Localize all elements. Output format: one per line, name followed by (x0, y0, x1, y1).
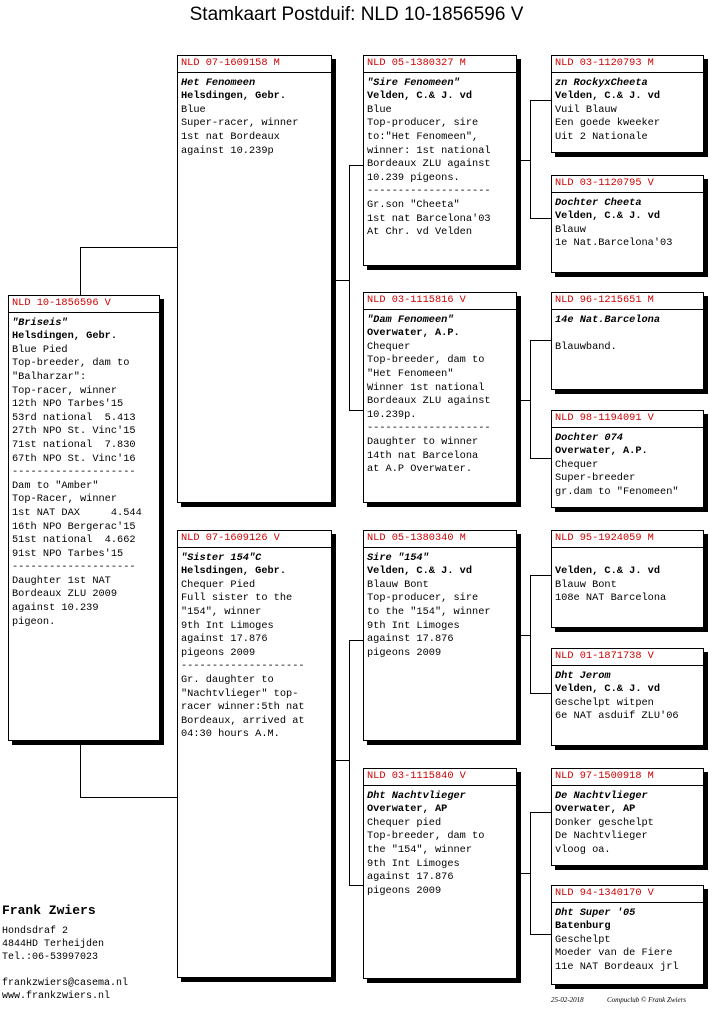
info-line: Bordeaux, arrived at (181, 714, 305, 727)
info-line: 27th NPO St. Vinc'15 (12, 425, 136, 438)
pigeon-name: Dht Super '05 (555, 906, 636, 919)
info-line: 12th NPO Tarbes'15 (12, 398, 124, 411)
owner-name: Velden, C.& J. vd (367, 90, 473, 103)
connector-line (530, 340, 531, 458)
pigeon-card-mmf[interactable] (551, 768, 704, 866)
info-line: Daughter 1st NAT (12, 574, 111, 587)
info-line: to the "154", winner (367, 605, 491, 618)
info-line: Dam to "Amber" (12, 479, 99, 492)
pigeon-card-ffm[interactable] (551, 175, 704, 273)
info-line: Blauw Bont (555, 578, 617, 591)
pigeon-card-sire-father[interactable] (363, 55, 517, 266)
owner-name: Helsdingen, Gebr. (181, 565, 287, 578)
info-line: De Nachtvlieger (555, 830, 648, 843)
info-line: against 17.876 (367, 871, 454, 884)
info-line: Geschelpt (555, 933, 611, 946)
pigeon-name: Het Fenomeen (181, 76, 256, 89)
info-line: 16th NPO Bergerac'15 (12, 520, 136, 533)
info-line: Daughter to winner (367, 435, 479, 448)
breeder-email[interactable]: frankzwiers@casema.nl (2, 978, 129, 989)
ring-number: NLD 05-1380340 M (364, 532, 516, 548)
print-date: 25-02-2018 (551, 996, 584, 1004)
info-line: 9th Int Limoges (181, 619, 274, 632)
ring-number: NLD 03-1120793 M (552, 57, 703, 73)
info-line: against 17.876 (181, 633, 268, 646)
breeder-website[interactable]: www.frankzwiers.nl (2, 991, 111, 1002)
info-line: against 17.876 (367, 633, 454, 646)
connector-line (80, 797, 178, 798)
connector-line (530, 693, 551, 694)
pigeon-card-mmm[interactable] (551, 885, 704, 985)
pigeon-card-mff[interactable] (551, 530, 704, 628)
info-line: 14th nat Barcelona (367, 449, 479, 462)
pigeon-card-dam-mother[interactable] (363, 768, 517, 979)
pigeon-name: Sire "154" (367, 551, 429, 564)
ring-number: NLD 96-1215651 M (552, 294, 703, 310)
owner-name: Velden, C.& J. vd (555, 210, 661, 223)
owner-name: Helsdingen, Gebr. (181, 90, 287, 103)
info-line: pigeon. (12, 615, 56, 628)
pigeon-name: Dochter Cheeta (555, 196, 642, 209)
pigeon-card-father[interactable] (177, 55, 332, 503)
info-line: -------------------- (367, 422, 491, 435)
info-line: against 10.239p (181, 144, 274, 157)
info-line: "154", winner (181, 605, 262, 618)
pigeon-card-fmf[interactable] (551, 292, 704, 390)
info-line: Blue (181, 103, 206, 116)
connector-line (331, 280, 349, 281)
info-line: 1st nat Barcelona'03 (367, 212, 491, 225)
ring-number: NLD 03-1120795 V (552, 177, 703, 193)
info-line: 9th Int Limoges (367, 857, 460, 870)
ring-number: NLD 98-1194091 V (552, 412, 703, 428)
connector-line (349, 165, 350, 410)
connector-line (530, 100, 551, 101)
pigeon-card-mfm[interactable] (551, 648, 704, 746)
owner-name: Overwater, AP (367, 803, 448, 816)
info-line: Uit 2 Nationale (555, 130, 648, 143)
pigeon-name: zn RockyxCheeta (555, 76, 648, 89)
connector-line (530, 812, 531, 934)
page-title: Stamkaart Postduif: NLD 10-1856596 V (189, 4, 524, 25)
info-line: Blue (367, 103, 392, 116)
info-line: pigeons 2009 (181, 646, 256, 659)
owner-name: Velden, C.& J. vd (555, 565, 661, 578)
connector-line (517, 160, 530, 161)
owner-name: Overwater, AP (555, 803, 636, 816)
info-line: Een goede kweeker (555, 117, 661, 130)
ring-number: NLD 03-1115840 V (364, 770, 516, 786)
ring-number: NLD 97-1500918 M (552, 770, 703, 786)
info-line (555, 327, 700, 341)
info-line: Chequer (555, 458, 599, 471)
info-line: Super-breeder (555, 472, 636, 485)
info-line: pigeons 2009 (367, 646, 442, 659)
info-line: Vuil Blauw (555, 103, 617, 116)
pigeon-name: De Nachtvlieger (555, 789, 648, 802)
connector-line (80, 247, 178, 248)
ring-number: NLD 07-1609158 M (178, 57, 331, 73)
connector-line (349, 165, 363, 166)
pigeon-card-sire-mother[interactable] (363, 530, 517, 741)
ring-number: NLD 05-1380327 M (364, 57, 516, 73)
info-line: 10.239p. (367, 408, 417, 421)
info-line: "Balharzar": (12, 370, 87, 383)
info-line: 11e NAT Bordeaux jrl (555, 960, 679, 973)
ring-number: NLD 03-1115816 V (364, 294, 516, 310)
info-line: -------------------- (12, 561, 136, 574)
info-line: "Nachtvlieger" top- (181, 687, 299, 700)
info-line: Moeder van de Fiere (555, 947, 673, 960)
connector-line (349, 640, 350, 885)
info-line: 04:30 hours A.M. (181, 728, 280, 741)
connector-line (517, 400, 530, 401)
info-line: Full sister to the (181, 592, 293, 605)
info-line: 53rd national 5.413 (12, 411, 136, 424)
info-line: Super-racer, winner (181, 117, 299, 130)
info-line: Bordeaux ZLU against (367, 395, 491, 408)
credit-text: Compuclub © Frank Zwiers (607, 996, 687, 1004)
info-line: Top-breeder, dam to (367, 830, 485, 843)
info-line: 1e Nat.Barcelona'03 (555, 237, 673, 250)
info-line: Bordeaux ZLU 2009 (12, 588, 118, 601)
info-line: 91st NPO Tarbes'15 (12, 547, 124, 560)
connector-line (331, 760, 349, 761)
info-line: -------------------- (181, 660, 305, 673)
connector-line (349, 640, 363, 641)
breeder-address: Hondsdraf 2 (2, 926, 69, 937)
info-line: 67th NPO St. Vinc'16 (12, 452, 136, 465)
breeder-contact (2, 925, 128, 1003)
ring-number: NLD 10-1856596 V (9, 297, 159, 313)
connector-line (530, 218, 551, 219)
info-line: Chequer pied (367, 816, 442, 829)
info-line: Donker geschelpt (555, 816, 654, 829)
info-line: to:"Het Fenomeen", (367, 130, 479, 143)
info-line: Top-producer, sire (367, 592, 479, 605)
pigeon-card-dam-father[interactable] (363, 292, 517, 503)
info-line: 10.239 pigeons. (367, 171, 460, 184)
info-line: 9th Int Limoges (367, 619, 460, 632)
pigeon-name: Dht Nachtvlieger (367, 789, 466, 802)
breeder-phone: Tel.:06-53997023 (2, 952, 99, 963)
connector-line (530, 100, 531, 218)
pigeon-card-fff[interactable] (551, 55, 704, 153)
pigeon-name: "Briseis" (12, 316, 68, 329)
connector-line (517, 635, 530, 636)
owner-name: Overwater, A.P. (367, 327, 460, 340)
pigeon-name: "Sister 154"C (181, 551, 262, 564)
ring-number: NLD 01-1871738 V (552, 650, 703, 666)
breeder-city: 4844HD Terheijden (2, 939, 105, 950)
pigeon-name: Dochter 074 (555, 431, 623, 444)
owner-name: Velden, C.& J. vd (367, 565, 473, 578)
info-line: Chequer (367, 340, 411, 353)
info-line: Gr. daughter to (181, 673, 274, 686)
info-line: "Het Fenomeen" (367, 367, 454, 380)
info-line: racer winner:5th nat (181, 701, 305, 714)
info-line: against 10.239 (12, 602, 99, 615)
info-line: Blauwband. (555, 340, 617, 353)
owner-name: Velden, C.& J. vd (555, 683, 661, 696)
spacer (555, 552, 700, 566)
pigeon-name: "Dam Fenomeen" (367, 313, 454, 326)
info-line: Bordeaux ZLU against (367, 158, 491, 171)
info-line: Chequer Pied (181, 578, 256, 591)
connector-line (349, 410, 363, 411)
info-line: -------------------- (12, 466, 136, 479)
ring-number: NLD 94-1340170 V (552, 887, 703, 903)
ring-number: NLD 95-1924059 M (552, 532, 703, 548)
info-line: 108e NAT Barcelona (555, 592, 667, 605)
connector-line (530, 340, 551, 341)
info-line: Winner 1st national (367, 381, 485, 394)
breeder-name: Frank Zwiers (2, 903, 96, 918)
connector-line (530, 458, 551, 459)
connector-line (530, 575, 531, 693)
connector-line (349, 885, 363, 886)
info-line: Top-Racer, winner (12, 493, 118, 506)
pigeon-card-fmm[interactable] (551, 410, 704, 508)
owner-name: Batenburg (555, 920, 611, 933)
info-line: gr.dam to "Fenomeen" (555, 485, 679, 498)
pigeon-card-mother[interactable] (177, 530, 332, 978)
info-line: 1st nat Bordeaux (181, 130, 280, 143)
info-line: Top-breeder, dam to (367, 354, 485, 367)
connector-line (530, 812, 551, 813)
info-line: pigeons 2009 (367, 884, 442, 897)
pigeon-name: "Sire Fenomeen" (367, 76, 460, 89)
pigeon-name: Dht Jerom (555, 669, 611, 682)
info-line: 6e NAT asduif ZLU'06 (555, 710, 679, 723)
pigeon-name: 14e Nat.Barcelona (555, 313, 661, 326)
info-line: Blue Pied (12, 343, 68, 356)
info-line: 1st NAT DAX 4.544 (12, 506, 142, 519)
info-line: at A.P Overwater. (367, 463, 473, 476)
connector-line (530, 575, 551, 576)
info-line: Top-breeder, dam to (12, 357, 130, 370)
info-line: Top-producer, sire (367, 117, 479, 130)
info-line: 71st national 7.830 (12, 438, 136, 451)
info-line: vloog oa. (555, 843, 611, 856)
connector-line (517, 873, 530, 874)
info-line: -------------------- (367, 185, 491, 198)
info-line: the "154", winner (367, 843, 473, 856)
owner-name: Velden, C.& J. vd (555, 90, 661, 103)
info-line: Geschelpt witpen (555, 696, 654, 709)
info-line: winner: 1st national (367, 144, 491, 157)
owner-name: Overwater, A.P. (555, 445, 648, 458)
info-line: At Chr. vd Velden (367, 226, 473, 239)
connector-line (530, 934, 551, 935)
ring-number: NLD 07-1609126 V (178, 532, 331, 548)
info-line: Gr.son "Cheeta" (367, 198, 460, 211)
info-line: Blauw (555, 223, 586, 236)
info-line: Top-racer, winner (12, 384, 118, 397)
pigeon-card-subject[interactable] (8, 295, 160, 741)
info-line: 51st national 4.662 (12, 534, 136, 547)
info-line: Blauw Bont (367, 578, 429, 591)
owner-name: Helsdingen, Gebr. (12, 330, 118, 343)
